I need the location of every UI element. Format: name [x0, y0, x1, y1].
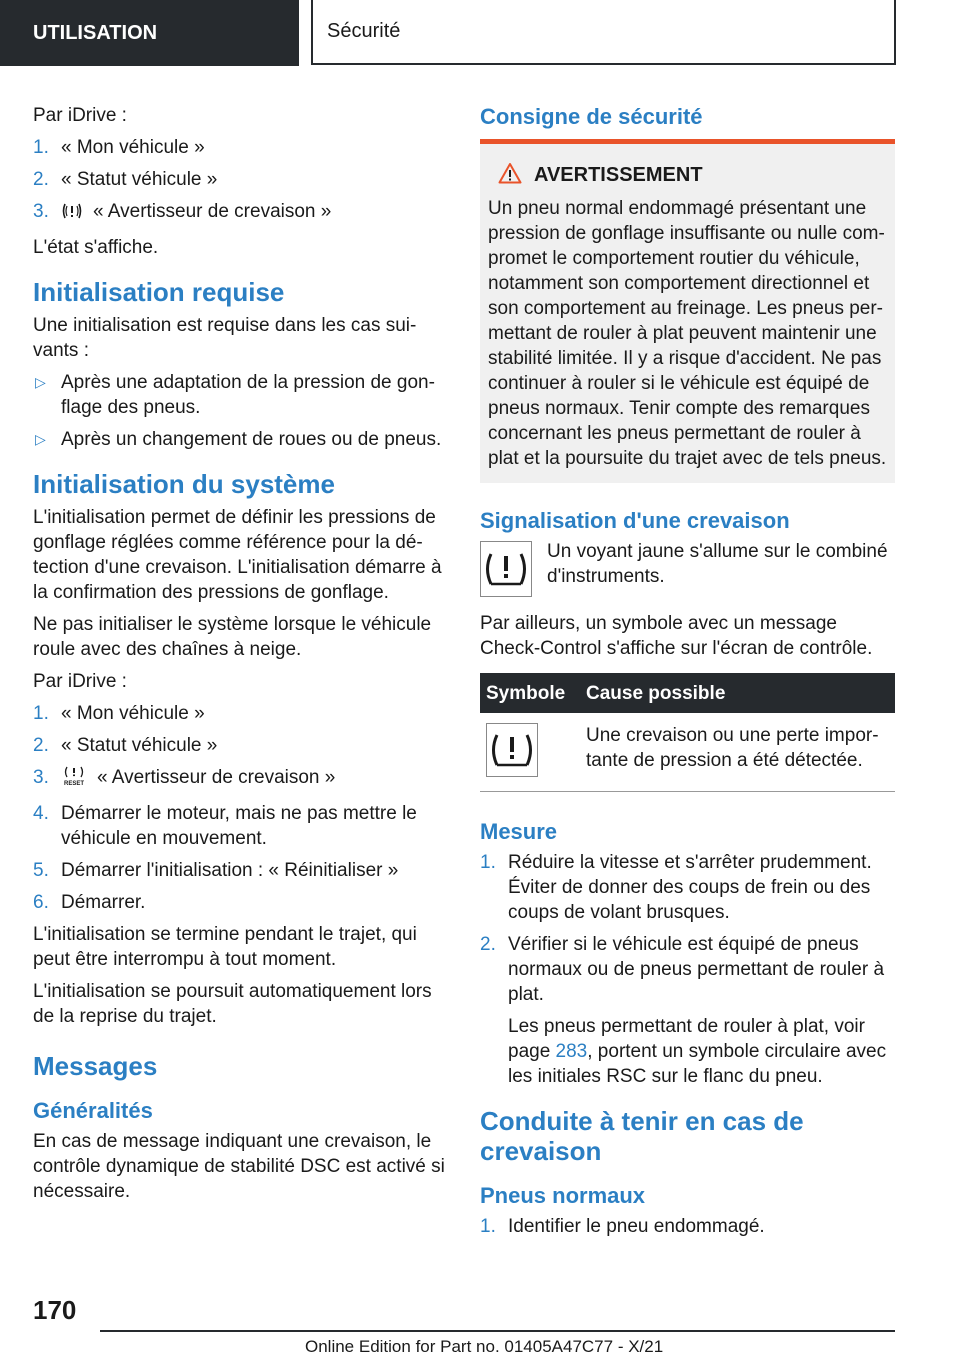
list-item	[33, 701, 445, 726]
heading-measure: Mesure	[480, 819, 558, 844]
idrive-intro: Par iDrive :	[33, 105, 127, 126]
runflat-note	[508, 1014, 895, 1089]
step-text: Réduire la vitesse et s'arrêter prudemment. Éviter de donner des coups de frein ou des coups de volant brusques.	[508, 852, 872, 923]
heading-conduct: Conduite à tenir en cas de crevaison	[480, 1106, 804, 1166]
right-column	[480, 103, 895, 1246]
step-number: 3.	[33, 767, 49, 788]
step-text: Démarrer le moteur, mais ne pas mettre le véhicule en mouvement.	[61, 803, 417, 849]
tire-pressure-reset-icon	[61, 765, 87, 794]
step-number: 1.	[480, 852, 496, 873]
list-item	[33, 167, 445, 192]
step-number: 1.	[33, 703, 49, 724]
tire-pressure-warning-icon	[480, 541, 532, 597]
reset-label: RESET	[63, 781, 85, 787]
step-text: Identifier le pneu endommagé.	[508, 1216, 765, 1237]
table-header-row	[480, 673, 895, 713]
steps-list-2	[33, 701, 445, 915]
page-link-283[interactable]: 283	[555, 1041, 588, 1062]
step-number: 5.	[33, 860, 49, 881]
init-required-list	[33, 370, 445, 452]
step-text: Vérifier si le véhicule est équipé de pneus normaux ou de pneus permettant de rouler à plat.	[508, 934, 885, 1005]
warning-title	[488, 162, 887, 188]
column-header-symbol: Symbole	[480, 673, 580, 713]
triangle-bullet-icon: ▷	[35, 374, 46, 390]
list-item	[33, 370, 445, 420]
init-system-p2: Ne pas initialiser le système lorsque le véhicule roule avec des chaînes à neige.	[33, 614, 432, 660]
warning-text: Un pneu normal endommagé présentant une pression de gonflage insuffisante ou nulle com-promet le comportement routier du véhicule, notamment son comportement directionnel et son comportement au freinage. Les pneus per-mettant de rouler à plat peuvent maintenir une stabilité limitée. Il y a risque d'accident. Ne pas continuer à rouler si le véhicule est équipé de pneus normaux. Tenir compte des remarques concernant les pneus permettant de rouler à plat et la poursuite du trajet avec de tels pneus.	[488, 198, 887, 469]
symbol-table	[480, 673, 895, 792]
list-item	[33, 890, 445, 915]
list-item	[480, 1214, 895, 1239]
list-item	[33, 765, 445, 794]
heading-init-system: Initialisation du système	[33, 469, 335, 499]
subsection-title: Sécurité	[311, 0, 896, 65]
list-item-text: Après une adaptation de la pression de gon-flage des pneus.	[61, 372, 435, 418]
step-number: 3.	[33, 201, 49, 222]
page-number: 170	[33, 1295, 77, 1325]
normal-tires-list	[480, 1214, 895, 1239]
column-header-cause: Cause possible	[580, 673, 895, 713]
step-text: « Avertisseur de crevaison »	[97, 767, 336, 788]
step-text: « Statut véhicule »	[61, 169, 218, 190]
heading-messages: Messages	[33, 1051, 158, 1081]
step-number: 2.	[33, 735, 49, 756]
footer-divider	[100, 1330, 895, 1332]
heading-signal: Signalisation d'une crevaison	[480, 508, 790, 533]
init-required-text: Une initialisation est requise dans les cas sui-vants :	[33, 315, 417, 361]
symbol-cell	[480, 713, 580, 792]
step-text: Démarrer.	[61, 892, 146, 913]
warning-triangle-icon	[498, 164, 534, 186]
footer-edition: Online Edition for Part no. 01405A47C77 - X/21	[305, 1337, 664, 1356]
init-system-p1: L'initialisation permet de définir les pressions de gonflage réglées comme référence pour la dé-tection d'une crevaison. L'initialisation démarre à la confirmation des pressions de gonflage.	[33, 507, 442, 603]
table-row	[480, 713, 895, 792]
signal-text: Un voyant jaune s'allume sur le combiné d'instruments.	[547, 541, 888, 587]
step-number: 1.	[480, 1216, 496, 1237]
section-title: UTILISATION	[0, 0, 299, 66]
cause-cell: Une crevaison ou une perte impor-tante de pression a été détectée.	[580, 713, 895, 792]
runflat-text-post: , portent un symbole circulaire avec les initiales RSC sur le flanc du pneu.	[508, 1041, 887, 1087]
list-item	[33, 733, 445, 758]
left-column	[33, 103, 445, 1211]
list-item	[33, 199, 445, 228]
signal-block	[480, 539, 895, 601]
step-text: Démarrer l'initialisation : « Réinitialiser »	[61, 860, 399, 881]
triangle-bullet-icon: ▷	[35, 431, 46, 447]
tire-pressure-warning-icon	[486, 723, 538, 777]
step-number: 2.	[33, 169, 49, 190]
list-item	[33, 427, 445, 452]
step-number: 2.	[480, 934, 496, 955]
status-text: L'état s'affiche.	[33, 237, 159, 258]
warning-box	[480, 139, 895, 483]
general-text: En cas de message indiquant une crevaison, le contrôle dynamique de stabilité DSC est activé si nécessaire.	[33, 1131, 445, 1202]
heading-general: Généralités	[33, 1098, 153, 1123]
list-item-text: Après un changement de roues ou de pneus.	[61, 429, 442, 450]
init-end-p2: L'initialisation se poursuit automatiquement lors de la reprise du trajet.	[33, 981, 432, 1027]
list-item	[480, 932, 895, 1089]
tire-pressure-warning-icon	[61, 201, 83, 228]
step-number: 1.	[33, 137, 49, 158]
step-text: « Avertisseur de crevaison »	[93, 201, 332, 222]
step-number: 4.	[33, 803, 49, 824]
idrive-intro-2: Par iDrive :	[33, 671, 127, 692]
list-item	[33, 801, 445, 851]
heading-init-required: Initialisation requise	[33, 277, 285, 307]
step-text: « Statut véhicule »	[61, 735, 218, 756]
init-end-p1: L'initialisation se termine pendant le trajet, qui peut être interrompu à tout moment.	[33, 924, 417, 970]
steps-list-1	[33, 135, 445, 228]
warning-label: AVERTISSEMENT	[534, 164, 703, 186]
step-number: 6.	[33, 892, 49, 913]
page-header	[0, 0, 960, 66]
step-text: « Mon véhicule »	[61, 703, 205, 724]
list-item	[480, 850, 895, 925]
measure-list	[480, 850, 895, 1089]
heading-normal-tires: Pneus normaux	[480, 1183, 646, 1208]
list-item	[33, 135, 445, 160]
step-text: « Mon véhicule »	[61, 137, 205, 158]
list-item	[33, 858, 445, 883]
runflat-text-pre: Les pneus permettant de rouler à plat, voir page	[508, 1016, 865, 1062]
signal-text-2: Par ailleurs, un symbole avec un message Check-Control s'affiche sur l'écran de contrôle.	[480, 613, 873, 659]
heading-safety: Consigne de sécurité	[480, 104, 703, 129]
